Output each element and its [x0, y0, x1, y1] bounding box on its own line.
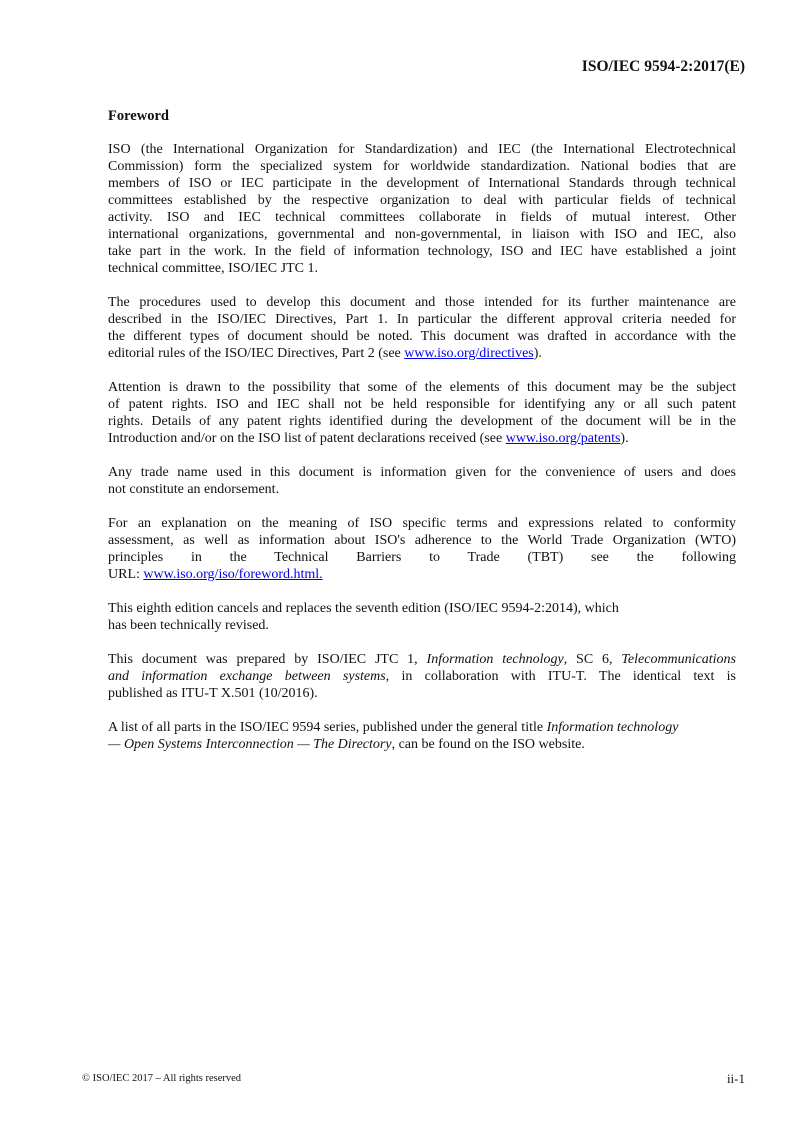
text-span: editorial rules of the ISO/IEC Directives, Part 2 (see [108, 346, 405, 361]
italic-text: Information technology [426, 652, 564, 667]
text-line [108, 600, 736, 617]
text-span: has been technically revised. [108, 618, 269, 633]
paragraph [108, 464, 736, 498]
foreword-body [108, 141, 736, 770]
text-span: described in the ISO/IEC Directives, Part 1. In particular the different approval criteria needed for [108, 312, 736, 327]
text-line [108, 719, 736, 736]
paragraph [108, 294, 736, 362]
text-span: assessment, as well as information about ISO's adherence to the World Trade Organization (WTO) [108, 533, 736, 548]
section-title: Foreword [108, 108, 169, 124]
text-line [108, 192, 736, 209]
page-number: ii-1 [726, 1071, 745, 1086]
text-line [108, 532, 736, 549]
text-span: take part in the work. In the field of information technology, ISO and IEC have established a joint [108, 244, 736, 259]
text-line [108, 685, 736, 702]
text-span: the different types of document should be noted. This document was drafted in accordance with the [108, 329, 736, 344]
text-span: activity. ISO and IEC technical committees collaborate in fields of mutual interest. Other [108, 210, 736, 225]
text-span: , can be found on the ISO website. [391, 737, 585, 752]
text-line [108, 413, 736, 430]
text-span: published as ITU-T X.501 (10/2016). [108, 686, 318, 701]
text-span: not constitute an endorsement. [108, 482, 280, 497]
text-line [108, 345, 736, 362]
text-line [108, 651, 736, 668]
hyperlink[interactable]: www.iso.org/patents [505, 431, 621, 446]
text-span: Attention is drawn to the possibility that some of the elements of this document may be the subject [108, 380, 736, 395]
italic-text: and information exchange between systems [108, 669, 386, 684]
document-id-header: ISO/IEC 9594-2:2017(E) [581, 58, 745, 75]
text-line [108, 736, 736, 753]
text-line [108, 141, 736, 158]
text-span: URL: [108, 567, 144, 582]
text-line [108, 243, 736, 260]
paragraph [108, 141, 736, 277]
paragraph [108, 515, 736, 583]
text-line [108, 209, 736, 226]
copyright-footer: © ISO/IEC 2017 – All rights reserved [82, 1073, 242, 1084]
text-span: principles in the Technical Barriers to Trade (TBT) see the following [108, 550, 736, 565]
text-span: members of ISO or IEC participate in the development of International Standards through technical [108, 176, 736, 191]
text-span: The procedures used to develop this document and those intended for its further maintenance are [108, 295, 736, 310]
text-span: , in collaboration with ITU-T. The identical text is [385, 669, 736, 684]
text-line [108, 464, 736, 481]
text-span: Any trade name used in this document is information given for the convenience of users and does [108, 465, 736, 480]
italic-text: Telecommunications [621, 652, 736, 667]
text-line [108, 566, 736, 583]
text-line [108, 481, 736, 498]
paragraph [108, 651, 736, 702]
hyperlink[interactable]: www.iso.org/iso/foreword.html. [143, 567, 323, 582]
text-line [108, 396, 736, 413]
text-span: This eighth edition cancels and replaces the seventh edition (ISO/IEC 9594-2:2014), which [108, 601, 619, 616]
text-line [108, 226, 736, 243]
text-line [108, 549, 736, 566]
text-span: This document was prepared by ISO/IEC JTC 1, [108, 652, 427, 667]
italic-text: — Open Systems Interconnection — The Directory [108, 737, 392, 752]
text-span: A list of all parts in the ISO/IEC 9594 series, published under the general title [108, 720, 547, 735]
text-span: , SC 6, [563, 652, 622, 667]
text-line [108, 311, 736, 328]
text-line [108, 294, 736, 311]
paragraph [108, 600, 736, 634]
text-line [108, 175, 736, 192]
text-span: Commission) form the specialized system for worldwide standardization. National bodies that are [108, 159, 736, 174]
text-line [108, 158, 736, 175]
text-span: ). [620, 431, 629, 446]
text-line [108, 668, 736, 685]
text-span: international organizations, governmental and non-governmental, in liaison with ISO and IEC, also [108, 227, 736, 242]
hyperlink[interactable]: www.iso.org/directives [404, 346, 534, 361]
text-span: ). [533, 346, 542, 361]
text-span: ISO (the International Organization for Standardization) and IEC (the International Electrotechnical [108, 142, 736, 157]
text-span: Introduction and/or on the ISO list of patent declarations received (see [108, 431, 506, 446]
text-line [108, 328, 736, 345]
text-span: For an explanation on the meaning of ISO specific terms and expressions related to conformity [108, 516, 736, 531]
text-line [108, 379, 736, 396]
text-span: rights. Details of any patent rights identified during the development of the document will be in the [108, 414, 736, 429]
text-line [108, 430, 736, 447]
paragraph [108, 379, 736, 447]
paragraph [108, 719, 736, 753]
text-line [108, 260, 736, 277]
italic-text: Information technology [546, 720, 679, 735]
text-line [108, 617, 736, 634]
text-line [108, 515, 736, 532]
text-span: of patent rights. ISO and IEC shall not be held responsible for identifying any or all such patent [108, 397, 736, 412]
text-span: technical committee, ISO/IEC JTC 1. [108, 261, 318, 276]
text-span: committees established by the respective organization to deal with particular fields of technical [108, 193, 736, 208]
